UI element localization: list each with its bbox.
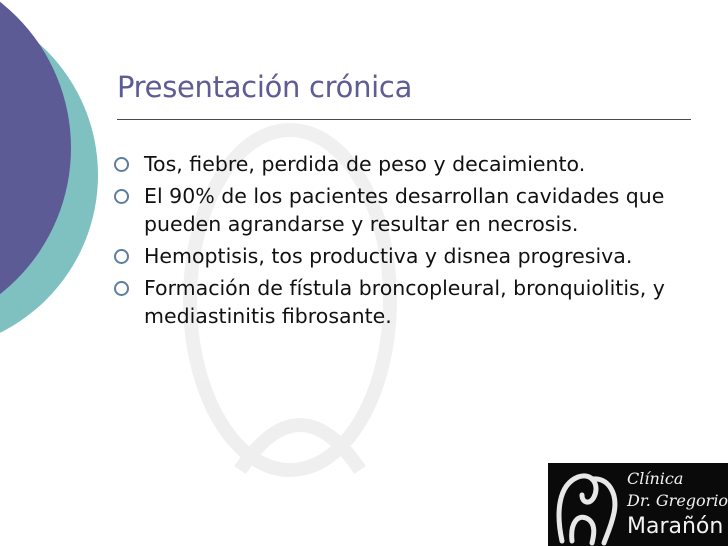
ring-bullet-icon [114, 249, 129, 264]
bullet-item [112, 274, 692, 330]
bullet-item [112, 182, 692, 238]
hospital-logo [548, 463, 728, 546]
ring-bullet-icon [114, 189, 129, 204]
bullet-text: Tos, fiebre, perdida de peso y decaimiento. [144, 152, 586, 176]
bullet-list [112, 150, 692, 334]
ring-bullet-icon [114, 281, 129, 296]
logo-emblem-icon [548, 463, 626, 546]
bullet-item [112, 150, 692, 178]
ring-bullet-icon [114, 157, 129, 172]
logo-line-1: Clínica [627, 469, 684, 488]
bullet-item [112, 242, 692, 270]
bullet-text: El 90% de los pacientes desarrollan cavidades que pueden agrandarse y resultar en necrosis. [144, 184, 665, 236]
logo-line-3: Marañón [627, 514, 724, 539]
bullet-text: Formación de fístula broncopleural, bronquiolitis, y mediastinitis fibrosante. [144, 276, 665, 328]
slide-title: Presentación crónica [117, 70, 413, 104]
logo-line-2: Dr. Gregorio [627, 491, 728, 510]
bullet-text: Hemoptisis, tos productiva y disnea progresiva. [144, 244, 633, 268]
title-divider [117, 119, 691, 120]
